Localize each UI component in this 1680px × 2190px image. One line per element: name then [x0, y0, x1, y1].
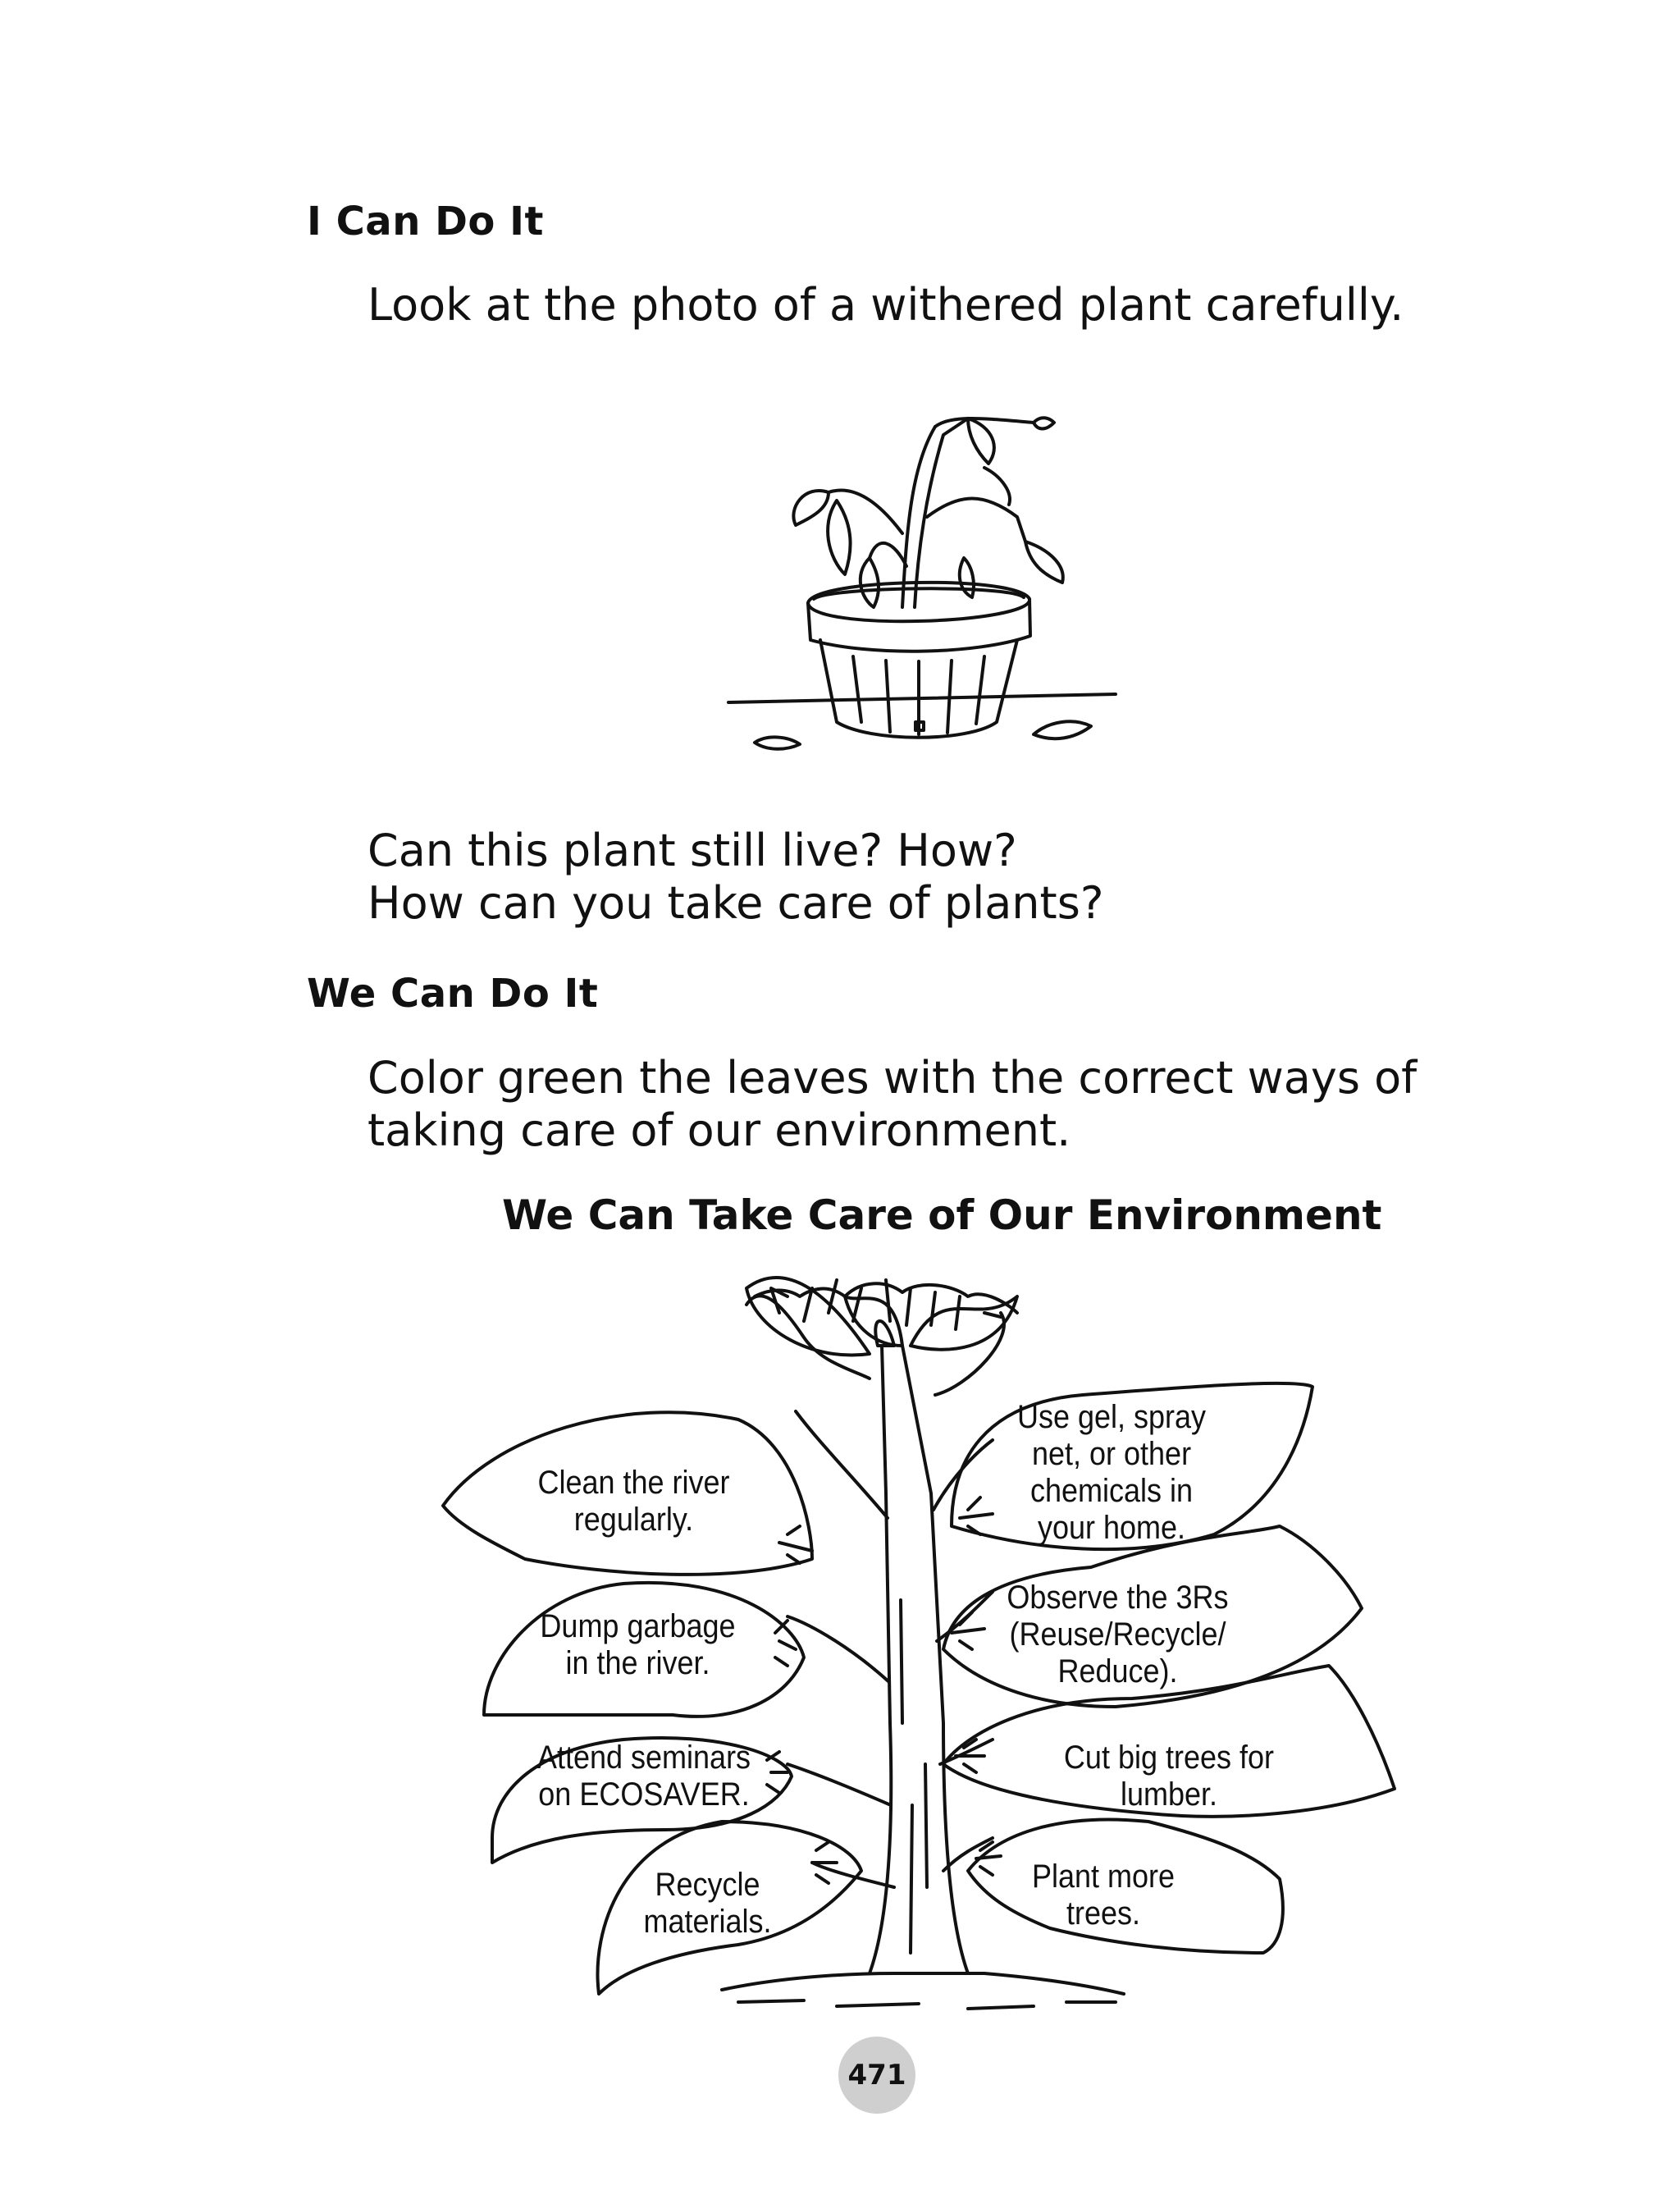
leaf-left-3[interactable] — [526, 1740, 762, 1813]
leaf-left-4[interactable] — [632, 1867, 783, 1941]
leaf-text-line: Reduce). — [1057, 1653, 1178, 1689]
section-heading-we-can-do-it: We Can Do It — [307, 971, 599, 1017]
page-number: 471 — [838, 2037, 915, 2114]
leaf-text-line: regularly. — [573, 1502, 694, 1538]
leaf-text-line: Cut big trees for — [1063, 1740, 1275, 1776]
leaf-text-line: Attend seminars — [536, 1740, 751, 1776]
question-line-1: Can this plant still live? How? — [368, 825, 1017, 876]
leaf-text-line: Recycle — [655, 1867, 760, 1903]
question-line-2: How can you take care of plants? — [368, 877, 1104, 929]
leaf-text-line: Dump garbage — [540, 1608, 736, 1644]
leaf-text-line: trees. — [1066, 1895, 1141, 1932]
leaf-text-line: Observe the 3Rs — [1007, 1580, 1229, 1616]
section-heading-i-can-do-it: I Can Do It — [307, 199, 544, 245]
leaf-text-line: materials. — [643, 1904, 772, 1940]
leaf-text-line: (Reuse/Recycle/ — [1009, 1616, 1226, 1653]
instruction-line-2: taking care of our environment. — [368, 1104, 1071, 1156]
instruction-line-1: Color green the leaves with the correct ways of — [368, 1052, 1418, 1104]
leaf-right-2[interactable] — [1005, 1580, 1230, 1690]
leaf-text-line: Plant more — [1031, 1859, 1176, 1895]
leaf-text-line: net, or other — [1031, 1436, 1192, 1472]
leaf-left-2[interactable] — [522, 1608, 755, 1682]
leaf-text-line: in the river. — [565, 1645, 710, 1681]
instruction-line: Look at the photo of a withered plant carefully. — [368, 279, 1404, 331]
leaf-right-4[interactable] — [1022, 1859, 1185, 1932]
leaf-text-line: lumber. — [1120, 1776, 1218, 1813]
leaf-text-line: your home. — [1037, 1510, 1186, 1546]
leaf-text-line: Clean the river — [537, 1465, 730, 1501]
leaf-text-line: on ECOSAVER. — [538, 1776, 750, 1813]
leaf-right-3[interactable] — [1051, 1740, 1287, 1813]
leaf-text-line: chemicals in — [1029, 1473, 1194, 1509]
leaf-left-1[interactable] — [521, 1465, 746, 1538]
figure-title: We Can Take Care of Our Environment — [502, 1191, 1382, 1239]
leaf-text-line: Use gel, spray — [1016, 1399, 1207, 1435]
leaf-right-1[interactable] — [1008, 1399, 1215, 1547]
